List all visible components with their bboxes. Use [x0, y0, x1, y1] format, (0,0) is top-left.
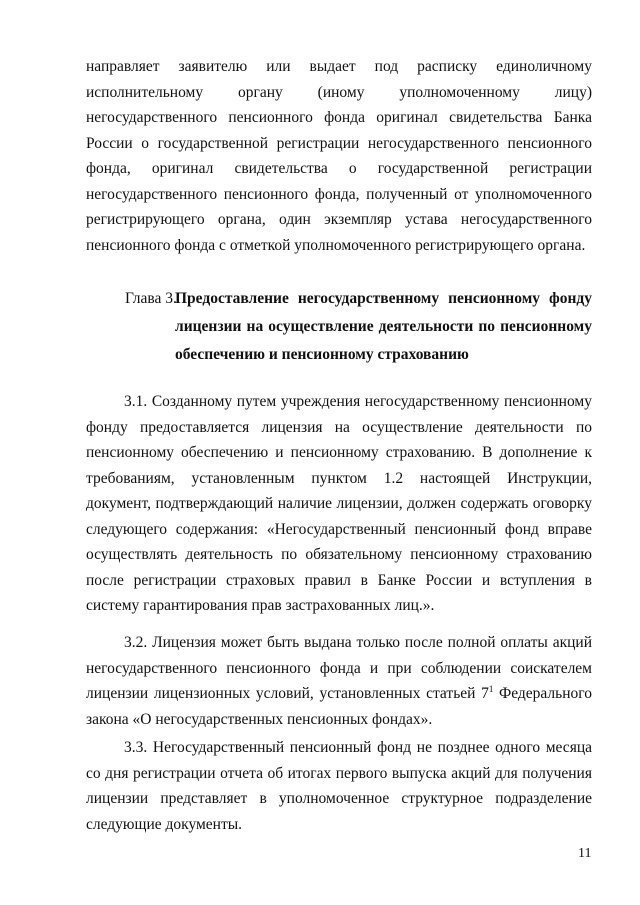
chapter-title-line: Предоставление негосударственному пенсионному фонду	[175, 290, 592, 307]
paragraph-text-part: 3.2. Лицензия может быть выдана только после полной оплаты акций негосударственного пенсионного фонда и при соблюдении соискателем лицензии лицензионных условий, установленных статьей 7	[86, 634, 592, 702]
paragraph-text: 3.1. Созданному путем учреждения негосударственному пенсионному фонду предоставляется лицензия на осуществление деятельности по пенсионному обеспечению и пенсионному страхованию. В дополнение к требованиям, установленным пунктом 1.2 настоящей Инструкции, документ, подтверждающий наличие лицензии, должен содержать оговорку следующего содержания: «Негосударственный пенсионный фонд вправе осуществлять деятельность по обязательному пенсионному страхованию после регистрации страховых правил в Банке России и вступления в систему гарантирования прав застрахованных лиц.».	[86, 393, 592, 614]
paragraph-text-part: Федерального закона «О негосударственных пенсионных фондах».	[86, 685, 592, 728]
paragraph-text: 3.3. Негосударственный пенсионный фонд не позднее одного месяца со дня регистрации отчета об итогах первого выпуска акций для получения лицензии представляет в уполномоченное структурное подразделение следующие документы.	[86, 739, 592, 833]
page-number: 11	[578, 846, 592, 861]
paragraph-text: направляет заявителю или выдает под расписку единоличному исполнительному органу (иному уполномоченному лицу) негосударственного пенсионного фонда оригинал свидетельства Банка России о государственной регистрации негосударственного пенсионного фонда, оригинал свидетельства о государственной регистрации негосударственного пенсионного фонда, полученный от уполномоченного регистрирующего органа, один экземпляр устава негосударственного пенсионного фонда с отметкой уполномоченного регистрирующего органа.	[86, 58, 592, 254]
paragraph-3-2	[86, 630, 592, 732]
chapter-title-line: лицензии на осуществление деятельности по пенсионному	[175, 318, 592, 335]
superscript-mark: 1	[488, 684, 494, 694]
chapter-label: Глава 3.	[125, 290, 177, 307]
paragraph-text	[86, 630, 592, 732]
paragraph-3-1	[86, 389, 592, 619]
chapter-title	[175, 285, 592, 369]
chapter-title-line: обеспечению и пенсионному страхованию	[175, 346, 469, 363]
paragraph-3-3	[86, 735, 592, 837]
continued-paragraph	[86, 54, 592, 258]
